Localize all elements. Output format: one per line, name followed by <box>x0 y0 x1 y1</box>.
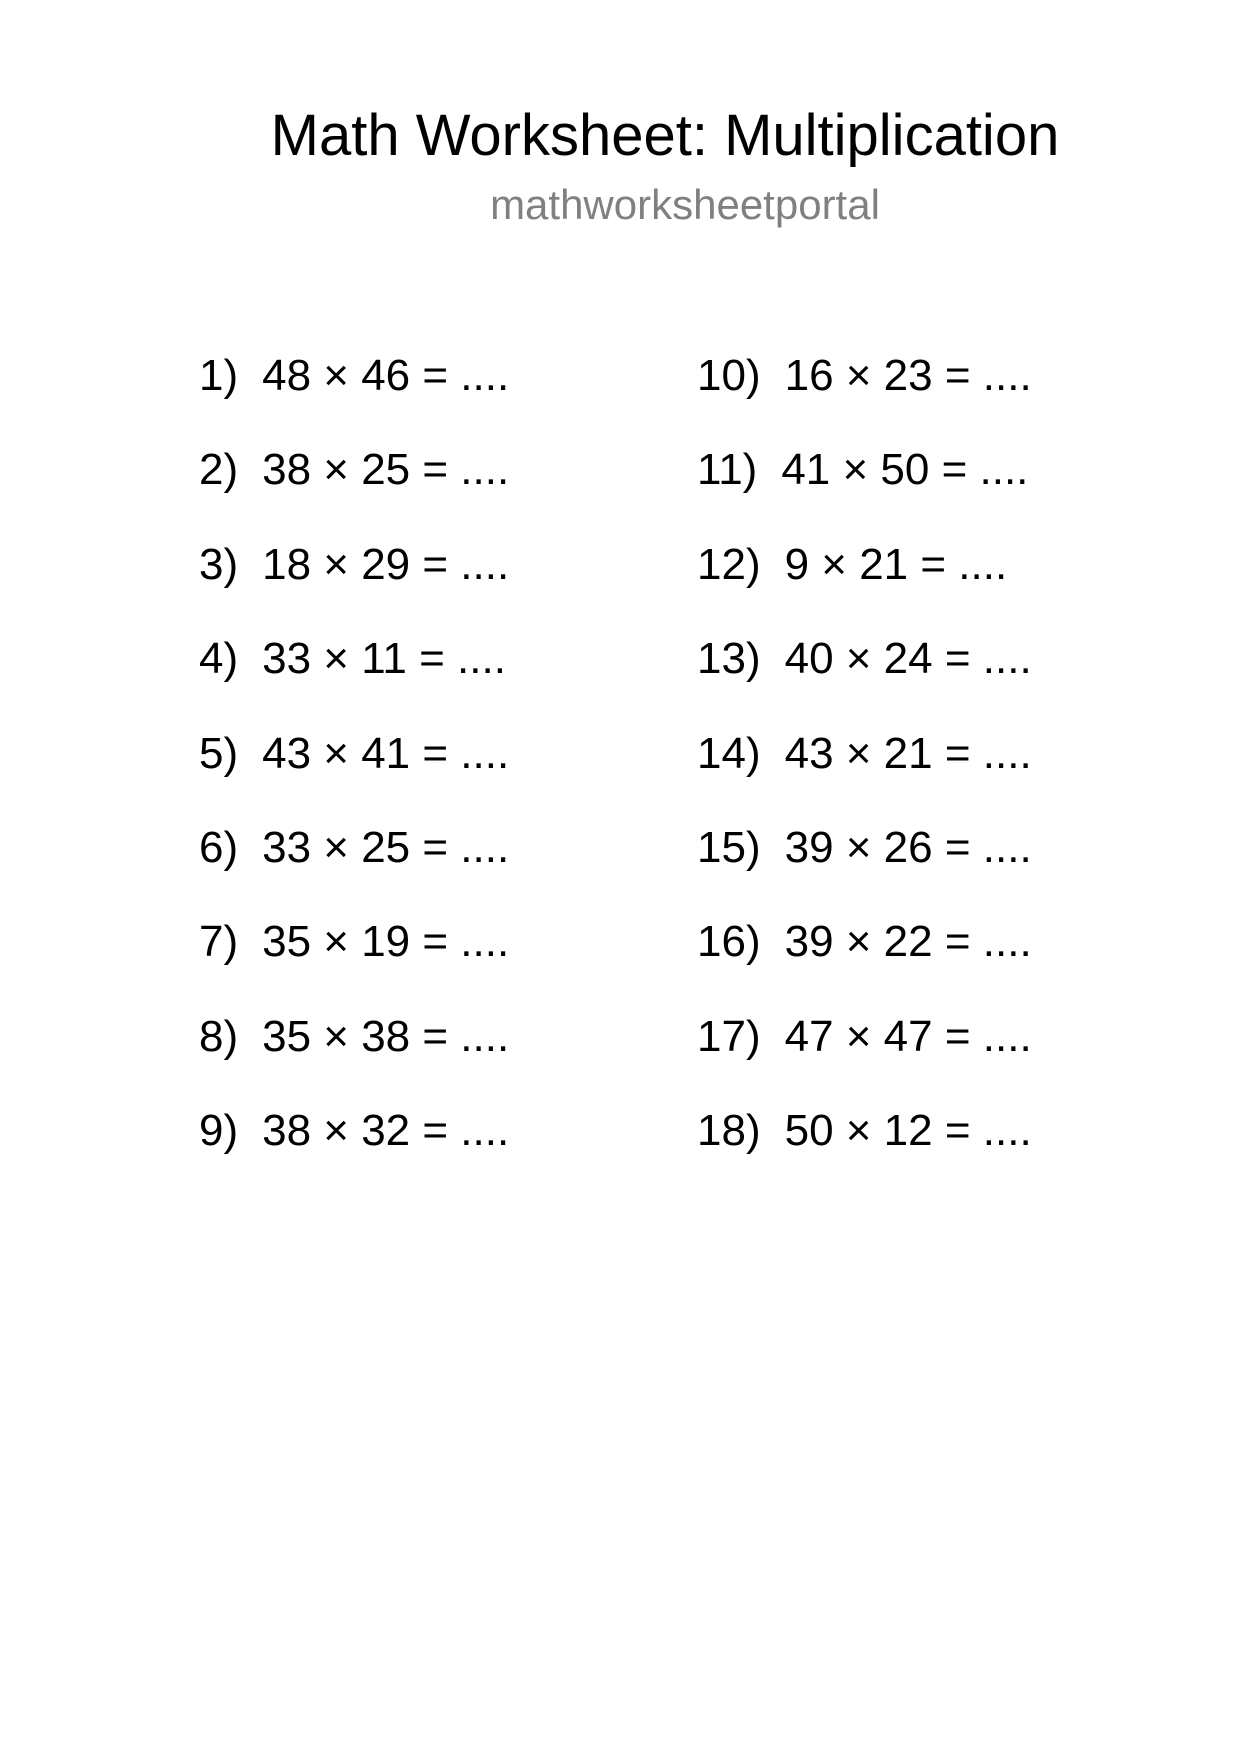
problem-item <box>697 914 1032 1008</box>
problem-item <box>199 820 509 914</box>
problem-expression: 41 × 50 = .... <box>781 445 1029 495</box>
page-title: Math Worksheet: Multiplication <box>270 103 1060 168</box>
problem-number: 14) <box>697 728 761 778</box>
problem-number: 2) <box>199 445 239 495</box>
problem-number: 6) <box>199 822 239 872</box>
problem-expression: 18 × 29 = .... <box>262 539 510 589</box>
problem-expression: 33 × 11 = .... <box>262 634 506 684</box>
problem-expression: 39 × 26 = .... <box>784 822 1032 872</box>
problem-number: 12) <box>697 539 761 589</box>
problem-number: 10) <box>697 351 761 400</box>
problem-number: 1) <box>199 351 239 400</box>
problem-item <box>199 348 509 442</box>
problem-expression: 16 × 23 = .... <box>784 351 1032 400</box>
problem-number: 13) <box>697 634 761 684</box>
problem-expression: 43 × 21 = .... <box>784 728 1032 778</box>
problem-item <box>697 1009 1032 1103</box>
problem-expression: 38 × 32 = .... <box>262 1106 510 1156</box>
problem-number: 11) <box>697 445 758 495</box>
problem-expression: 39 × 22 = .... <box>784 917 1032 967</box>
problem-item <box>697 442 1032 536</box>
problem-expression: 35 × 19 = .... <box>262 917 510 967</box>
problem-item <box>199 1009 509 1103</box>
problem-expression: 48 × 46 = .... <box>262 351 510 400</box>
problem-column-right <box>697 348 1032 1198</box>
problem-number: 4) <box>199 634 239 684</box>
problem-expression: 38 × 25 = .... <box>262 445 510 495</box>
problem-number: 3) <box>199 539 239 589</box>
problem-number: 9) <box>199 1106 239 1156</box>
problem-item <box>199 726 509 820</box>
problem-item <box>199 1103 509 1197</box>
problem-item <box>199 631 509 725</box>
problem-item <box>199 442 509 536</box>
problem-number: 16) <box>697 917 761 967</box>
problem-expression: 9 × 21 = .... <box>784 539 1008 589</box>
problem-expression: 40 × 24 = .... <box>784 634 1032 684</box>
problem-item <box>697 726 1032 820</box>
problem-expression: 50 × 12 = .... <box>784 1106 1032 1156</box>
problem-item <box>697 820 1032 914</box>
problem-item <box>199 537 509 631</box>
problem-item <box>199 914 509 1008</box>
problem-number: 15) <box>697 822 761 872</box>
problem-number: 18) <box>697 1106 761 1156</box>
problem-number: 8) <box>199 1011 239 1061</box>
problem-number: 5) <box>199 728 239 778</box>
problem-item <box>697 348 1032 442</box>
problem-item <box>697 537 1032 631</box>
problem-column-left <box>199 348 509 1198</box>
problem-expression: 47 × 47 = .... <box>784 1011 1032 1061</box>
problem-number: 7) <box>199 917 239 967</box>
problem-expression: 35 × 38 = .... <box>262 1011 510 1061</box>
problem-expression: 33 × 25 = .... <box>262 822 510 872</box>
page-subtitle: mathworksheetportal <box>490 181 880 228</box>
problem-expression: 43 × 41 = .... <box>262 728 510 778</box>
problem-number: 17) <box>697 1011 761 1061</box>
problem-item <box>697 631 1032 725</box>
problem-item <box>697 1103 1032 1197</box>
